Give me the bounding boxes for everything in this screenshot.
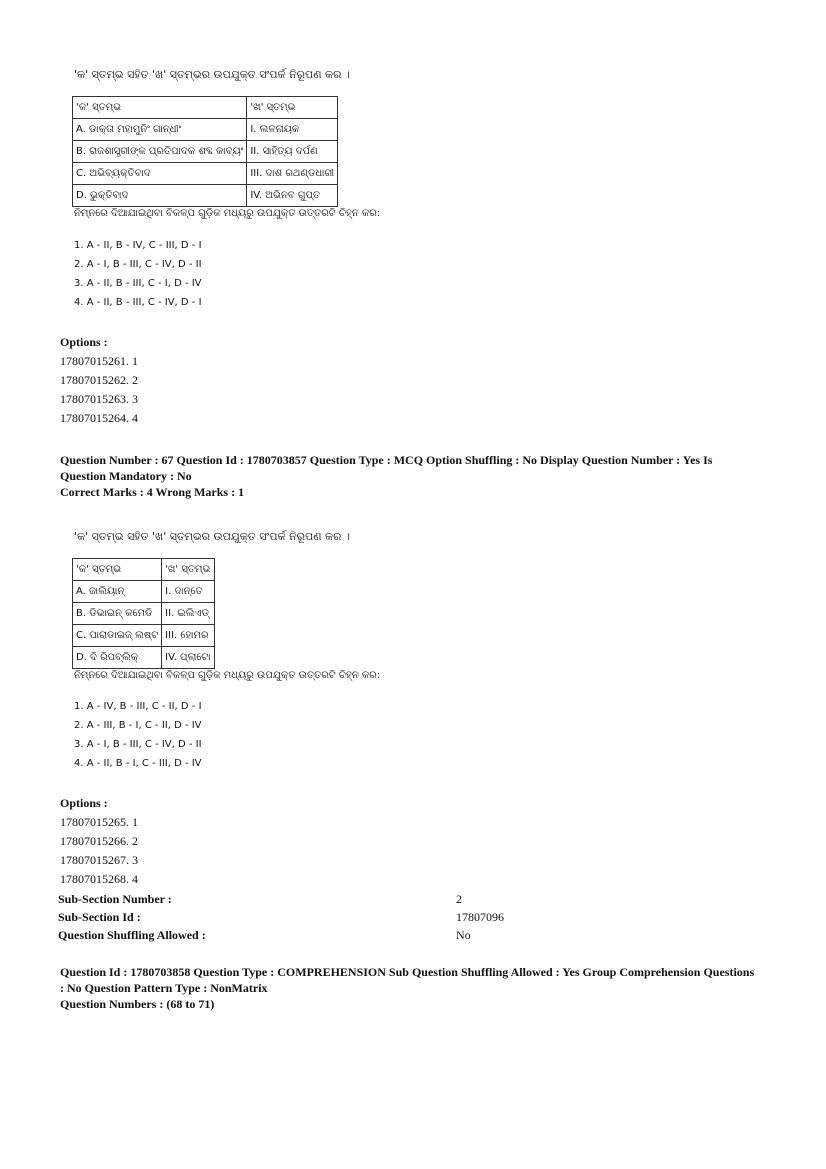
comprehension-meta: Question Id : 1780703858 Question Type : COMPREHENSION Sub Question Shuffling Allowed : Yes Group Comprehension Questions : No Question Pattern Type : NonMatrix	[60, 965, 755, 995]
options-label: Options :	[60, 335, 108, 349]
table-header-cell: 'କ' ସ୍ତମ୍ଭ	[73, 97, 247, 119]
table-row	[73, 603, 215, 625]
table-cell: I. ଲଳନାୟକ	[247, 119, 338, 141]
table-header-cell: 'ଖ' ସ୍ତମ୍ଭ	[162, 559, 214, 581]
question-66-choices	[74, 236, 202, 312]
choice-item: 4. A - II, B - III, C - IV, D - I	[74, 297, 202, 308]
table-cell: D. ଦି ରିପବ୍ଲିକ୍	[73, 647, 162, 669]
table-cell: II. ସାହିତ୍ୟ ଦର୍ପଣ	[247, 141, 338, 163]
question-67-match-table	[72, 558, 215, 669]
table-row	[73, 581, 215, 603]
choice-item: 2. A - I, B - III, C - IV, D - II	[74, 259, 202, 270]
table-cell: A. ଜାଲିୟାନ୍	[73, 581, 162, 603]
table-row	[73, 141, 338, 163]
table-cell: C. ପାରାଡାଇଜ୍ ଲଷ୍ଟ	[73, 625, 162, 647]
table-cell: B. ଡିଭାଇନ୍ କମେଡି	[73, 603, 162, 625]
table-cell: I. ଦାନ୍ତେ	[162, 581, 214, 603]
option-id: 17807015263. 3	[60, 392, 138, 406]
option-id: 17807015266. 2	[60, 834, 138, 848]
choice-item: 3. A - I, B - III, C - IV, D - II	[74, 739, 202, 750]
subsection-id-value: 17807096	[456, 910, 504, 924]
table-cell: C. ଅଭିବ୍ୟକ୍ତିବାଦ	[73, 163, 247, 185]
table-row	[73, 163, 338, 185]
question-67-meta: Question Number : 67 Question Id : 1780703857 Question Type : MCQ Option Shuffling : No Display Question Number : Yes Is Question Mandatory : No	[60, 453, 713, 483]
choice-item: 1. A - II, B - IV, C - III, D - I	[74, 240, 202, 251]
table-cell: A. ଡାକ୍ତା ମହାମୁନିଂ ଗାନ୍ଧୀଂ	[73, 119, 247, 141]
table-header-row	[73, 97, 338, 119]
table-cell: IV. ପ୍ଲାଟୋ	[162, 647, 214, 669]
question-67-marks: Correct Marks : 4 Wrong Marks : 1	[60, 485, 245, 499]
question-67-stem: 'କ' ସ୍ତମ୍ଭ ସହିତ 'ଖ' ସ୍ତମ୍ଭର ଉପଯୁକ୍ତ ସଂପର୍କ ନିରୂପଣ କର ।	[74, 530, 350, 543]
option-id: 17807015264. 4	[60, 411, 138, 425]
question-shuffling-value: No	[456, 928, 471, 942]
choice-item: 4. A - II, B - I, C - III, D - IV	[74, 758, 202, 769]
table-cell: III. ହୋମର	[162, 625, 214, 647]
table-row	[73, 647, 215, 669]
table-header-cell: 'କ' ସ୍ତମ୍ଭ	[73, 559, 162, 581]
table-cell: B. ରାଜଶାସ୍ତ୍ରୀଙ୍କ ପ୍ରତିପାଦକ ଶବ୍ଦ କାବ୍ୟଂ	[73, 141, 247, 163]
table-header-cell: 'ଖ' ସ୍ତମ୍ଭ	[247, 97, 338, 119]
options-label: Options :	[60, 796, 108, 810]
choice-item: 2. A - III, B - I, C - II, D - IV	[74, 720, 202, 731]
comprehension-question-numbers: Question Numbers : (68 to 71)	[60, 997, 215, 1011]
option-id: 17807015262. 2	[60, 373, 138, 387]
option-id: 17807015268. 4	[60, 872, 138, 886]
table-header-row	[73, 559, 215, 581]
option-id: 17807015265. 1	[60, 815, 138, 829]
subsection-id-label: Sub-Section Id :	[58, 910, 141, 924]
table-row	[73, 185, 338, 207]
choice-item: 3. A - II, B - III, C - I, D - IV	[74, 278, 202, 289]
question-66-match-table	[72, 96, 338, 207]
subsection-number-label: Sub-Section Number :	[58, 892, 172, 906]
question-66-stem: 'କ' ସ୍ତମ୍ଭ ସହିତ 'ଖ' ସ୍ତମ୍ଭର ଉପଯୁକ୍ତ ସଂପର୍କ ନିରୂପଣ କର ।	[74, 68, 350, 81]
question-67-choices	[74, 697, 202, 773]
question-67-instruction: ନିମ୍ନରେ ଦିଆଯାଇଥିବା ବିକଳ୍ପ ଗୁଡ଼ିକ ମଧ୍ୟରୁ ଉପଯୁକ୍ତ ଉତ୍ତରଟି ଚିହ୍ନ କର:	[74, 670, 381, 681]
subsection-number-value: 2	[456, 892, 462, 906]
question-shuffling-label: Question Shuffling Allowed :	[58, 928, 206, 942]
table-cell: II. ଇଲିଏଡ୍	[162, 603, 214, 625]
table-cell: D. ଭୁକ୍ତିବାଦ	[73, 185, 247, 207]
table-row	[73, 625, 215, 647]
choice-item: 1. A - IV, B - III, C - II, D - I	[74, 701, 202, 712]
option-id: 17807015261. 1	[60, 354, 138, 368]
table-cell: IV. ଅଭିନବ ଗୁପ୍ତ	[247, 185, 338, 207]
table-row	[73, 119, 338, 141]
option-id: 17807015267. 3	[60, 853, 138, 867]
table-cell: III. ଦାଶ ରଥଣ୍ଡଧାରୀ	[247, 163, 338, 185]
question-66-instruction: ନିମ୍ନରେ ଦିଆଯାଇଥିବା ବିକଳ୍ପ ଗୁଡ଼ିକ ମଧ୍ୟରୁ ଉପଯୁକ୍ତ ଉତ୍ତରଟି ଚିହ୍ନ କର:	[74, 208, 381, 219]
